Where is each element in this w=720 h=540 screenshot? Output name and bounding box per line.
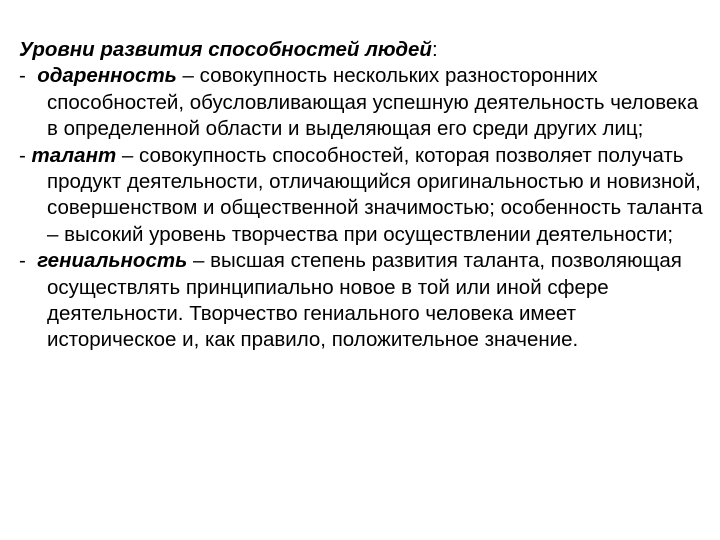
heading-title: Уровни развития способностей людей	[19, 38, 432, 61]
list-item-genius	[19, 248, 709, 354]
heading-colon: :	[431, 38, 438, 61]
item-definition: – совокупность способностей, которая позволяет получать продукт деятельности, отличающийся оригинальностью и новизной, совершенством и общественной значимостью; особенность таланта – высокий уровень творчества при осуществлении деятельности;	[47, 143, 703, 246]
list-item-talent	[19, 143, 709, 249]
item-term: гениальность	[37, 249, 188, 273]
item-marker: -	[19, 249, 26, 273]
list-item-giftedness	[19, 63, 709, 142]
item-marker: -	[19, 64, 26, 88]
item-definition: – высшая степень развития таланта, позволяющая осуществлять принципиально новое в той или иной сфере деятельности. Творчество гениального человека имеет историческое и, как правило, положительное значение.	[47, 249, 682, 352]
slide-heading	[19, 37, 709, 63]
item-definition: – совокупность нескольких разносторонних способностей, обусловливающая успешную деятельность человека в определенной области и выделяющая его среди других лиц;	[47, 64, 699, 141]
item-term: одаренность	[37, 64, 177, 88]
slide-content	[19, 37, 709, 354]
item-term: талант	[31, 143, 117, 167]
definition-list	[19, 63, 709, 353]
item-marker: -	[19, 143, 26, 167]
